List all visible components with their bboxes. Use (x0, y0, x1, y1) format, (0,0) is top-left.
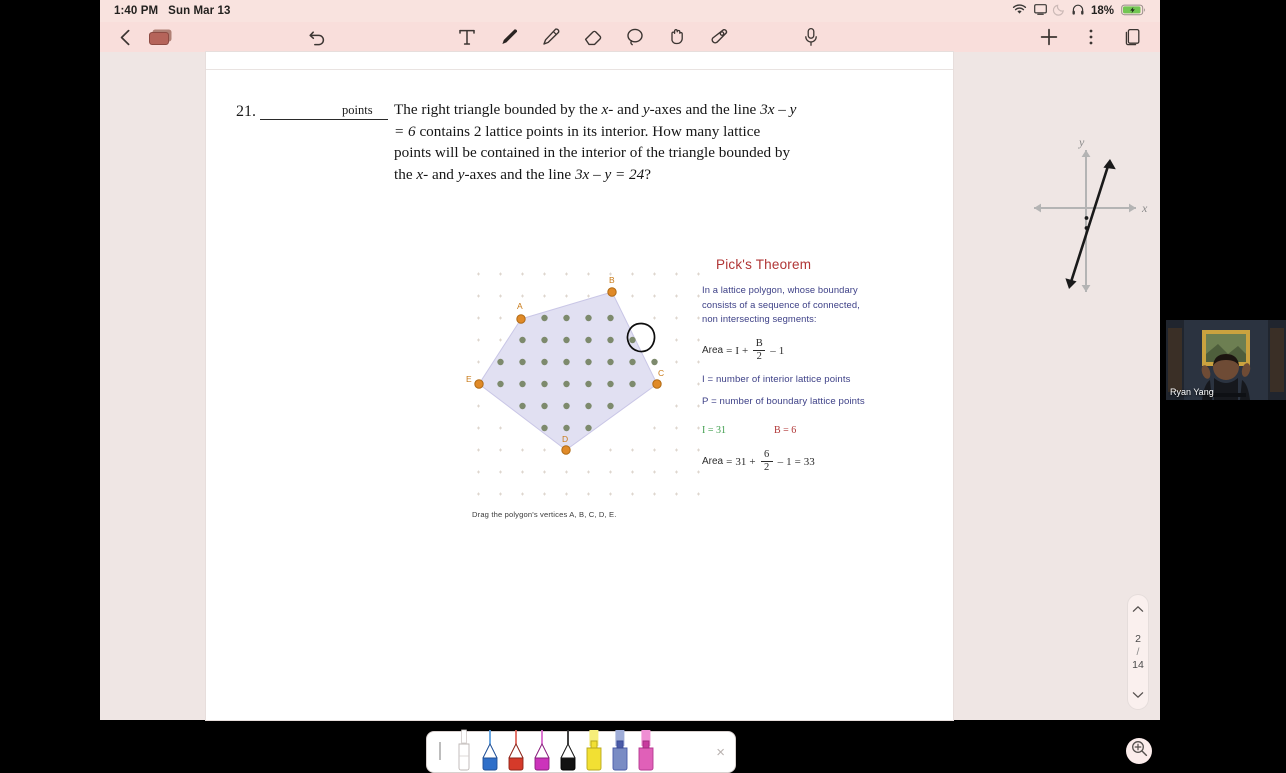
vertex-label-E: E (466, 374, 472, 384)
page-top-rule (206, 69, 953, 70)
result-fraction (761, 450, 773, 474)
hand-tool-icon[interactable] (662, 23, 692, 51)
participant-name: Ryan Yang (1170, 387, 1214, 397)
app-toolbar (100, 22, 1160, 52)
pen-palette[interactable] (426, 731, 736, 773)
headphones-icon (1072, 4, 1084, 18)
zoom-in-icon (1131, 740, 1148, 762)
formula-plus: + (742, 344, 749, 357)
page-navigator[interactable] (1128, 595, 1148, 709)
red-pen[interactable] (503, 730, 529, 772)
formula-denominator: 2 (756, 351, 762, 362)
definition-P: P = number of boundary lattice points (702, 395, 865, 407)
pen-tool-icon[interactable] (494, 23, 524, 51)
var-y-1: y (642, 101, 650, 118)
picks-area-formula (702, 339, 932, 363)
result-minus: – (777, 455, 784, 468)
var-x-2: x (416, 165, 424, 183)
picks-result (702, 450, 932, 474)
problem-text (394, 99, 798, 185)
picks-statement-line1: In a lattice polygon, whose boundary (702, 284, 858, 295)
blue-highlighter[interactable] (607, 730, 633, 772)
ipad-window (100, 0, 1214, 761)
problem-text-seg1: The right triangle bounded by the (394, 101, 602, 118)
formula-area-label: Area (702, 345, 724, 356)
result-plus: + (749, 455, 756, 468)
vertex-E (475, 380, 483, 388)
pages-icon[interactable] (1118, 23, 1148, 51)
video-participant-tile[interactable] (1166, 320, 1286, 400)
undo-arrow-icon[interactable] (302, 23, 332, 51)
microphone-icon[interactable] (796, 23, 826, 51)
eraser-white-pen[interactable] (451, 730, 477, 772)
result-I: 31 (735, 455, 747, 468)
formula-I: I (735, 344, 740, 357)
lattice-caption: Drag the polygon's vertices A, B, C, D, E. (472, 510, 617, 519)
status-time: 1:40 PM (114, 5, 159, 17)
problem-text-seg5: - and (423, 165, 458, 183)
problem-number: 21. (236, 103, 256, 120)
result-equals-1: = (726, 455, 733, 468)
result-denominator: 2 (763, 462, 770, 473)
magenta-pen[interactable] (529, 730, 555, 772)
wifi-icon (1012, 4, 1027, 18)
page-separator: / (1136, 645, 1140, 658)
picks-statement-line2: consists of a sequence of connected, (702, 298, 860, 310)
problem-text-seg2: - and (608, 101, 643, 118)
equation-1: 3x – y = 6 (394, 101, 797, 140)
axis-label-y: y (1079, 135, 1085, 149)
zoom-in-button[interactable] (1126, 738, 1152, 764)
battery-charging-icon (1121, 4, 1146, 19)
vertex-label-B: B (609, 275, 615, 285)
picks-values (702, 425, 932, 436)
result-numerator: 6 (763, 448, 770, 460)
library-stack-icon[interactable] (146, 23, 176, 51)
picks-statement (702, 283, 932, 327)
lasso-tool-icon[interactable] (620, 23, 650, 51)
current-page: 2 (1135, 632, 1141, 645)
picks-theorem-panel (702, 257, 932, 474)
problem-text-seg3: -axes and the line (649, 101, 761, 118)
definition-I: I = number of interior lattice points (702, 373, 851, 385)
problem-text-seg4: contains 2 lattice points in its interior. How many lattice points will be contained in the interior of the triangle bounded by the (394, 122, 791, 183)
problem-text-seg7: ? (644, 165, 651, 183)
value-boundary-points: B = 6 (773, 424, 797, 436)
picks-title: Pick's Theorem (716, 257, 812, 272)
battery-percent: 18% (1090, 5, 1114, 17)
vertex-label-A: A (517, 301, 523, 311)
document-canvas[interactable] (100, 52, 1160, 761)
vertex-label-D: D (562, 434, 569, 444)
add-plus-icon[interactable] (1034, 23, 1064, 51)
do-not-disturb-icon (1054, 4, 1065, 18)
page-indicator (1132, 633, 1144, 672)
result-one: 1 (786, 455, 792, 468)
value-interior-points: I = 31 (702, 424, 726, 436)
eraser-tool-icon[interactable] (578, 23, 608, 51)
formula-equals: = (726, 344, 733, 357)
points-label: points (342, 103, 373, 117)
screen-mirroring-icon (1034, 4, 1047, 18)
black-pen[interactable] (555, 730, 581, 772)
result-value: 33 (803, 455, 815, 468)
yellow-highlighter[interactable] (581, 730, 607, 772)
var-y-2: y (457, 165, 465, 183)
status-date: Sun Mar 13 (168, 5, 231, 17)
problem-text-seg6: -axes and the line (464, 165, 575, 183)
axis-label-x: x (1142, 201, 1148, 215)
more-options-icon[interactable] (1076, 23, 1106, 51)
formula-one: 1 (778, 344, 785, 357)
picks-statement-line3: non intersecting segments: (702, 313, 817, 324)
close-palette-button[interactable]: × (716, 744, 725, 761)
chevron-up-icon[interactable] (1132, 600, 1144, 618)
total-pages: 14 (1132, 658, 1144, 671)
equation-2: 3x – y = 24 (574, 165, 645, 183)
formula-minus: – (770, 344, 776, 357)
back-chevron-icon[interactable] (110, 23, 140, 51)
var-x-1: x (601, 101, 609, 118)
status-bar (100, 0, 1160, 22)
vertex-A (517, 315, 525, 323)
blue-pen[interactable] (477, 730, 503, 772)
shape-tool-icon[interactable] (704, 23, 734, 51)
result-area-label: Area (702, 456, 724, 467)
highlighter-tool-icon[interactable] (536, 23, 566, 51)
vertex-B (608, 288, 616, 296)
pink-highlighter[interactable] (633, 730, 659, 772)
vertex-D (562, 446, 570, 454)
palette-cursor (439, 742, 441, 760)
axes-figure (1024, 132, 1154, 302)
formula-fraction (753, 339, 765, 363)
result-equals-2: = (794, 455, 801, 468)
formula-numerator: B (755, 337, 763, 349)
vertex-C (653, 380, 661, 388)
vertex-label-C: C (658, 368, 665, 378)
text-tool-icon[interactable] (452, 23, 482, 51)
lattice-polygon-figure[interactable] (462, 264, 712, 534)
chevron-down-icon[interactable] (1132, 686, 1144, 704)
